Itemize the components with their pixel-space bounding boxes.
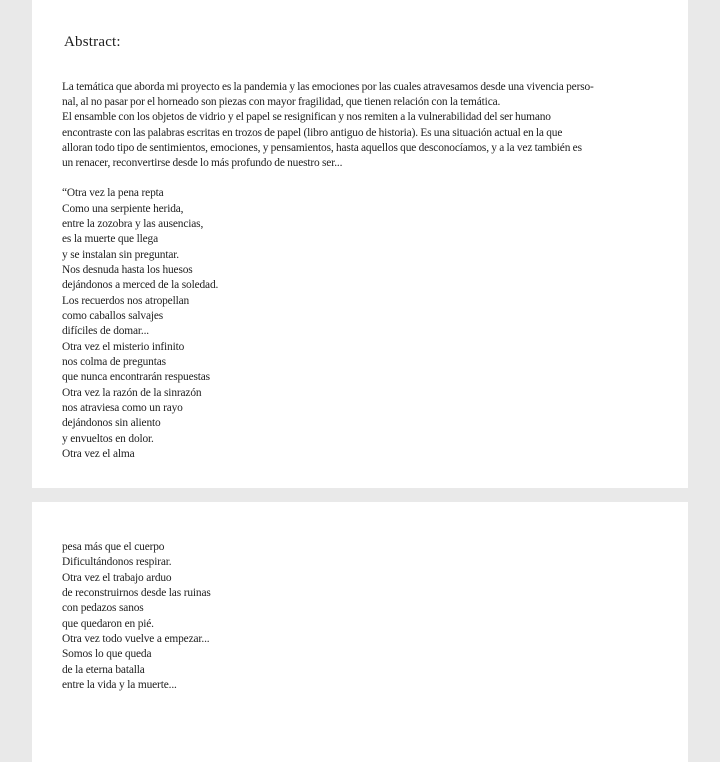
poem-line: Otra vez el trabajo arduo — [62, 571, 172, 584]
poem-line: y envueltos en dolor. — [62, 432, 154, 445]
poem-line: entre la zozobra y las ausencias, — [62, 217, 204, 230]
poem-line: Otra vez la razón de la sinrazón — [62, 386, 202, 399]
poem-line: Como una serpiente herida, — [62, 202, 184, 215]
poem-line: entre la vida y la muerte... — [62, 679, 177, 692]
poem-part-2 — [62, 540, 670, 693]
paragraph-line: alloran todo tipo de sentimientos, emociones, y pensamientos, hasta aquellos que desconocíamos, y a la vez también es — [62, 141, 582, 154]
poem-line: dejándonos sin aliento — [62, 417, 161, 430]
poem-line: es la muerte que llega — [62, 233, 159, 246]
poem-line: Otra vez el alma — [62, 448, 135, 461]
paragraph-line: nal, al no pasar por el horneado son piezas con mayor fragilidad, que tienen relación con la temática. — [62, 96, 501, 109]
poem-line: nos atraviesa como un rayo — [62, 402, 183, 415]
poem-line: de reconstruirnos desde las ruinas — [62, 587, 211, 600]
document-page-2 — [32, 502, 688, 762]
poem-line: como caballos salvajes — [62, 309, 164, 322]
poem-line: Otra vez todo vuelve a empezar... — [62, 633, 210, 646]
paragraph-line: encontraste con las palabras escritas en trozos de papel (libro antiguo de historia). Es una situación actual en la que — [62, 126, 563, 139]
poem-line: Los recuerdos nos atropellan — [62, 294, 190, 307]
document-page-1 — [32, 0, 688, 488]
abstract-heading: Abstract: — [64, 34, 121, 50]
poem-line: Somos lo que queda — [62, 648, 152, 661]
poem-line: nos colma de preguntas — [62, 356, 166, 368]
poem-line: dejándonos a merced de la soledad. — [62, 279, 219, 292]
paragraph-line: La temática que aborda mi proyecto es la pandemia y las emociones por las cuales atravesamos desde una vivencia perso- — [62, 81, 594, 93]
poem-line: y se instalan sin preguntar. — [62, 248, 179, 261]
poem-line: Otra vez el misterio infinito — [62, 340, 185, 353]
poem-line: que nunca encontrarán respuestas — [62, 371, 210, 384]
poem-line: de la eterna batalla — [62, 663, 145, 676]
paragraph-line: El ensamble con los objetos de vidrio y el papel se resignifican y nos remiten a la vulnerabilidad del ser humano — [62, 111, 551, 124]
poem-line: Nos desnuda hasta los huesos — [62, 263, 193, 276]
poem-part-1 — [62, 186, 670, 462]
paragraph-line: un renacer, reconvertirse desde lo más profundo de nuestro ser... — [62, 157, 343, 170]
poem-line: difíciles de domar... — [62, 325, 150, 338]
poem-line: pesa más que el cuerpo — [62, 541, 165, 553]
abstract-paragraph — [62, 80, 670, 171]
poem-line: con pedazos sanos — [62, 602, 144, 615]
poem-line: que quedaron en pié. — [62, 617, 154, 630]
poem-line: Dificultándonos respirar. — [62, 556, 172, 569]
poem-line: “Otra vez la pena repta — [62, 187, 164, 200]
